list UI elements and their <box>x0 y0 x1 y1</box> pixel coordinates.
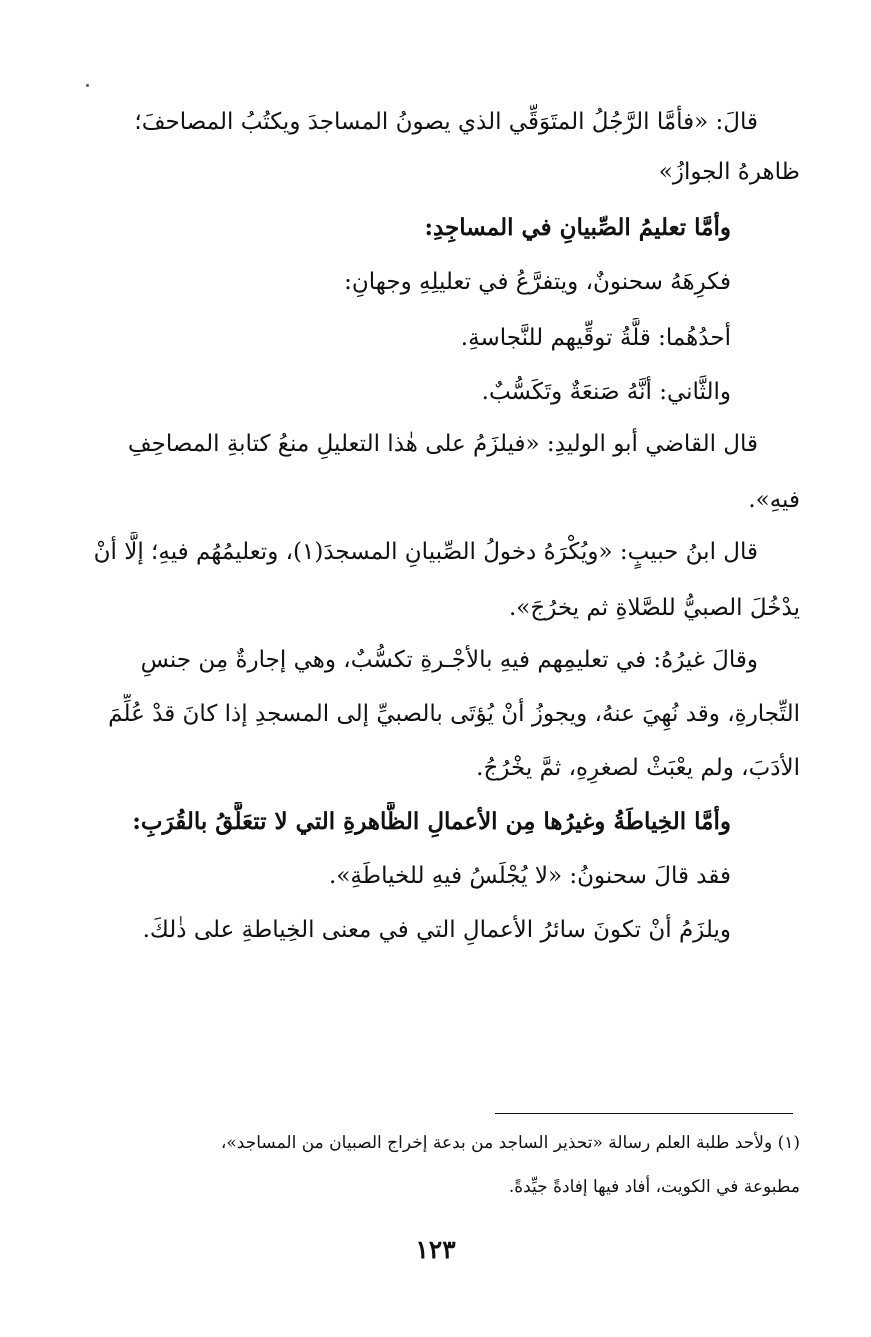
body-line-7: قال القاضي أبو الوليدِ: «فيلزَمُ على هٰذا التعليلِ منعُ كتابةِ المصاحِفِ <box>127 431 758 457</box>
ink-speck <box>86 84 89 87</box>
body-line-13: الأدَبَ، ولم يعْبَثْ لصغرِهِ، ثمَّ يخْرُجُ. <box>476 755 800 781</box>
section-heading-teaching-children: وأمَّا تعليمُ الصِّبيانِ في المساجِدِ: <box>424 214 731 241</box>
body-line-first-reason: أحدُهُما: قلَّةُ توقِّيهم للنَّجاسةِ. <box>460 325 731 351</box>
body-line-4: فكرِهَهُ سحنونٌ، ويتفرَّعُ في تعليلِهِ وجهانِ: <box>344 269 731 295</box>
body-line-12: التِّجارةِ، وقد نُهِيَ عنهُ، ويجوزُ أنْ يُؤتَى بالصبيِّ إلى المسجدِ إذا كانَ قدْ عُلِّمَ <box>108 701 800 727</box>
body-line-1: قالَ: «فأمَّا الرَّجُلُ المتَوَقِّي الذي يصونُ المساجدَ ويكتُبُ المصاحفَ؛ <box>134 109 758 135</box>
body-line-10: يدْخُلَ الصبيُّ للصَّلاةِ ثم يخرُجَ». <box>508 595 800 621</box>
body-line-11: وقالَ غيرُهُ: في تعليمِهم فيهِ بالأجْـرةِ تكسُّبٌ، وهي إجارةٌ مِن جنسِ <box>140 647 758 673</box>
body-line-16: ويلزَمُ أنْ تكونَ سائرُ الأعمالِ التي في معنى الخِياطةِ على ذٰلكَ. <box>142 917 731 943</box>
body-line-second-reason: والثَّاني: أنَّهُ صَنعَةٌ وتَكَسُّبٌ. <box>481 379 731 405</box>
footnote-line-2: مطبوعة في الكويت، أفاد فيها إفادةً جيِّدةً. <box>508 1177 800 1197</box>
body-line-8: فيهِ». <box>748 487 800 513</box>
footnote-separator <box>495 1113 793 1114</box>
footnote-line-1: (١) ولأحد طلبة العلم رسالة «تحذير الساجد من بدعة إخراج الصبيان من المساجد»، <box>220 1133 800 1153</box>
page-number: ١٢٣ <box>415 1235 456 1264</box>
section-heading-sewing: وأمَّا الخِياطَةُ وغيرُها مِن الأعمالِ الظَّاهرةِ التي لا تتعَلَّقُ بالقُرَبِ: <box>132 808 731 835</box>
body-line-9: قال ابنُ حبيبٍ: «ويُكْرَهُ دخولُ الصِّبيانِ المسجدَ(١)، وتعليمُهُم فيهِ؛ إلَّا أنْ <box>93 539 758 565</box>
body-line-15: فقد قالَ سحنونُ: «لا يُجْلَسُ فيهِ للخياطَةِ». <box>329 863 731 889</box>
body-line-2: ظاهرهُ الجوازُ» <box>658 159 800 185</box>
